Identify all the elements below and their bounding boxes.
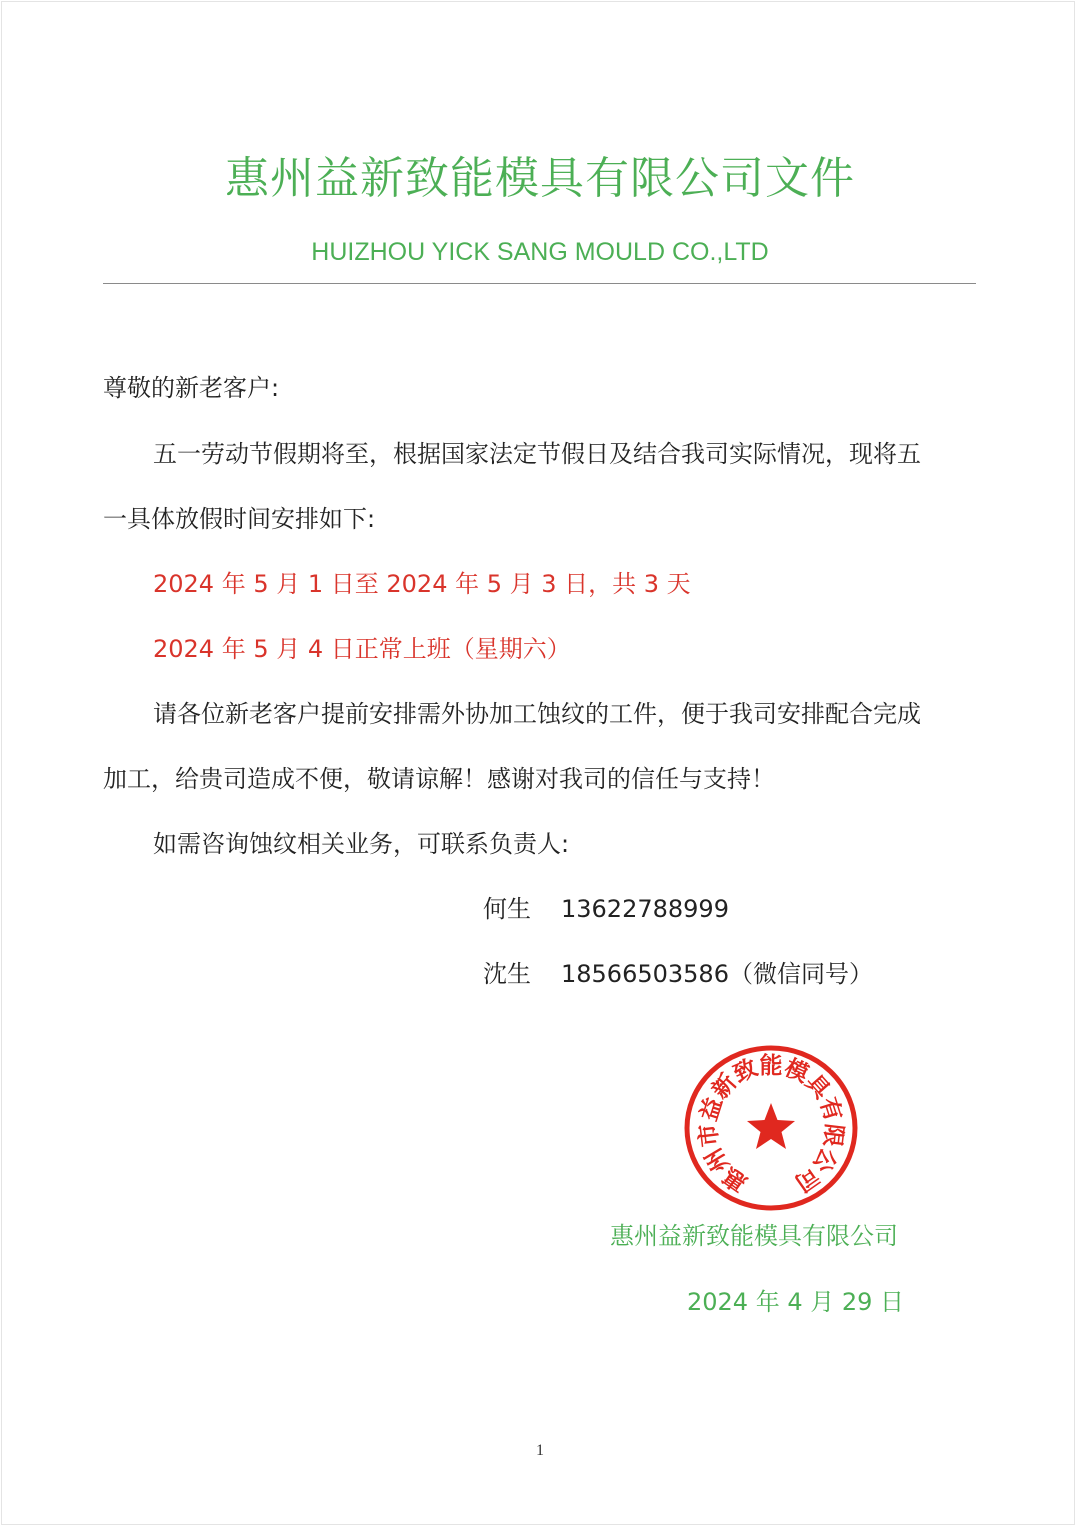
seal-character: 公 [807, 1143, 842, 1177]
paragraph2-line1: 请各位新老客户提前安排需外协加工蚀纹的工件，便于我司安排配合完成 [153, 700, 921, 728]
contact-intro: 如需咨询蚀纹相关业务，可联系负责人: [153, 830, 570, 858]
seal-character: 具 [799, 1069, 835, 1105]
signature-date: 2024 年 4 月 29 日 [687, 1288, 905, 1316]
seal-character: 能 [759, 1053, 783, 1079]
contact-row [483, 954, 873, 989]
seal-character: 司 [789, 1161, 824, 1197]
paragraph1-line1: 五一劳动节假期将至，根据国家法定节假日及结合我司实际情况，现将五 [153, 440, 921, 468]
contact-name: 沈生 [483, 960, 531, 988]
contact-row [483, 889, 729, 924]
seal-character: 限 [818, 1122, 847, 1149]
seal-character: 模 [780, 1054, 813, 1089]
paragraph2-line2: 加工，给贵司造成不便，敬请谅解！感谢对我司的信任与支持！ [103, 765, 775, 793]
page-number: 1 [536, 1442, 544, 1459]
seal-star-icon [747, 1103, 795, 1149]
seal-character: 市 [695, 1122, 724, 1149]
seal-character: 新 [707, 1069, 743, 1105]
paragraph1-line2: 一具体放假时间安排如下: [103, 505, 376, 533]
header-divider [103, 283, 976, 284]
seal-character: 州 [700, 1143, 735, 1177]
salutation: 尊敬的新老客户: [103, 374, 280, 402]
contact-name: 何生 [483, 895, 531, 923]
seal-character: 致 [729, 1054, 762, 1089]
signature-company: 惠州益新致能模具有限公司 [610, 1222, 898, 1250]
company-seal [683, 1043, 859, 1213]
company-title-en: HUIZHOU YICK SANG MOULD CO.,LTD [311, 238, 769, 266]
company-title-cn: 惠州益新致能模具有限公司文件 [225, 153, 855, 204]
contact-phone: 18566503586（微信同号） [561, 960, 873, 988]
seal-character: 益 [696, 1094, 728, 1125]
seal-character: 惠 [718, 1161, 753, 1197]
seal-character: 有 [814, 1094, 846, 1125]
holiday-period: 2024 年 5 月 1 日至 2024 年 5 月 3 日，共 3 天 [153, 570, 691, 598]
contact-phone: 13622788999 [561, 895, 729, 923]
work-resume-date: 2024 年 5 月 4 日正常上班（星期六） [153, 635, 571, 663]
